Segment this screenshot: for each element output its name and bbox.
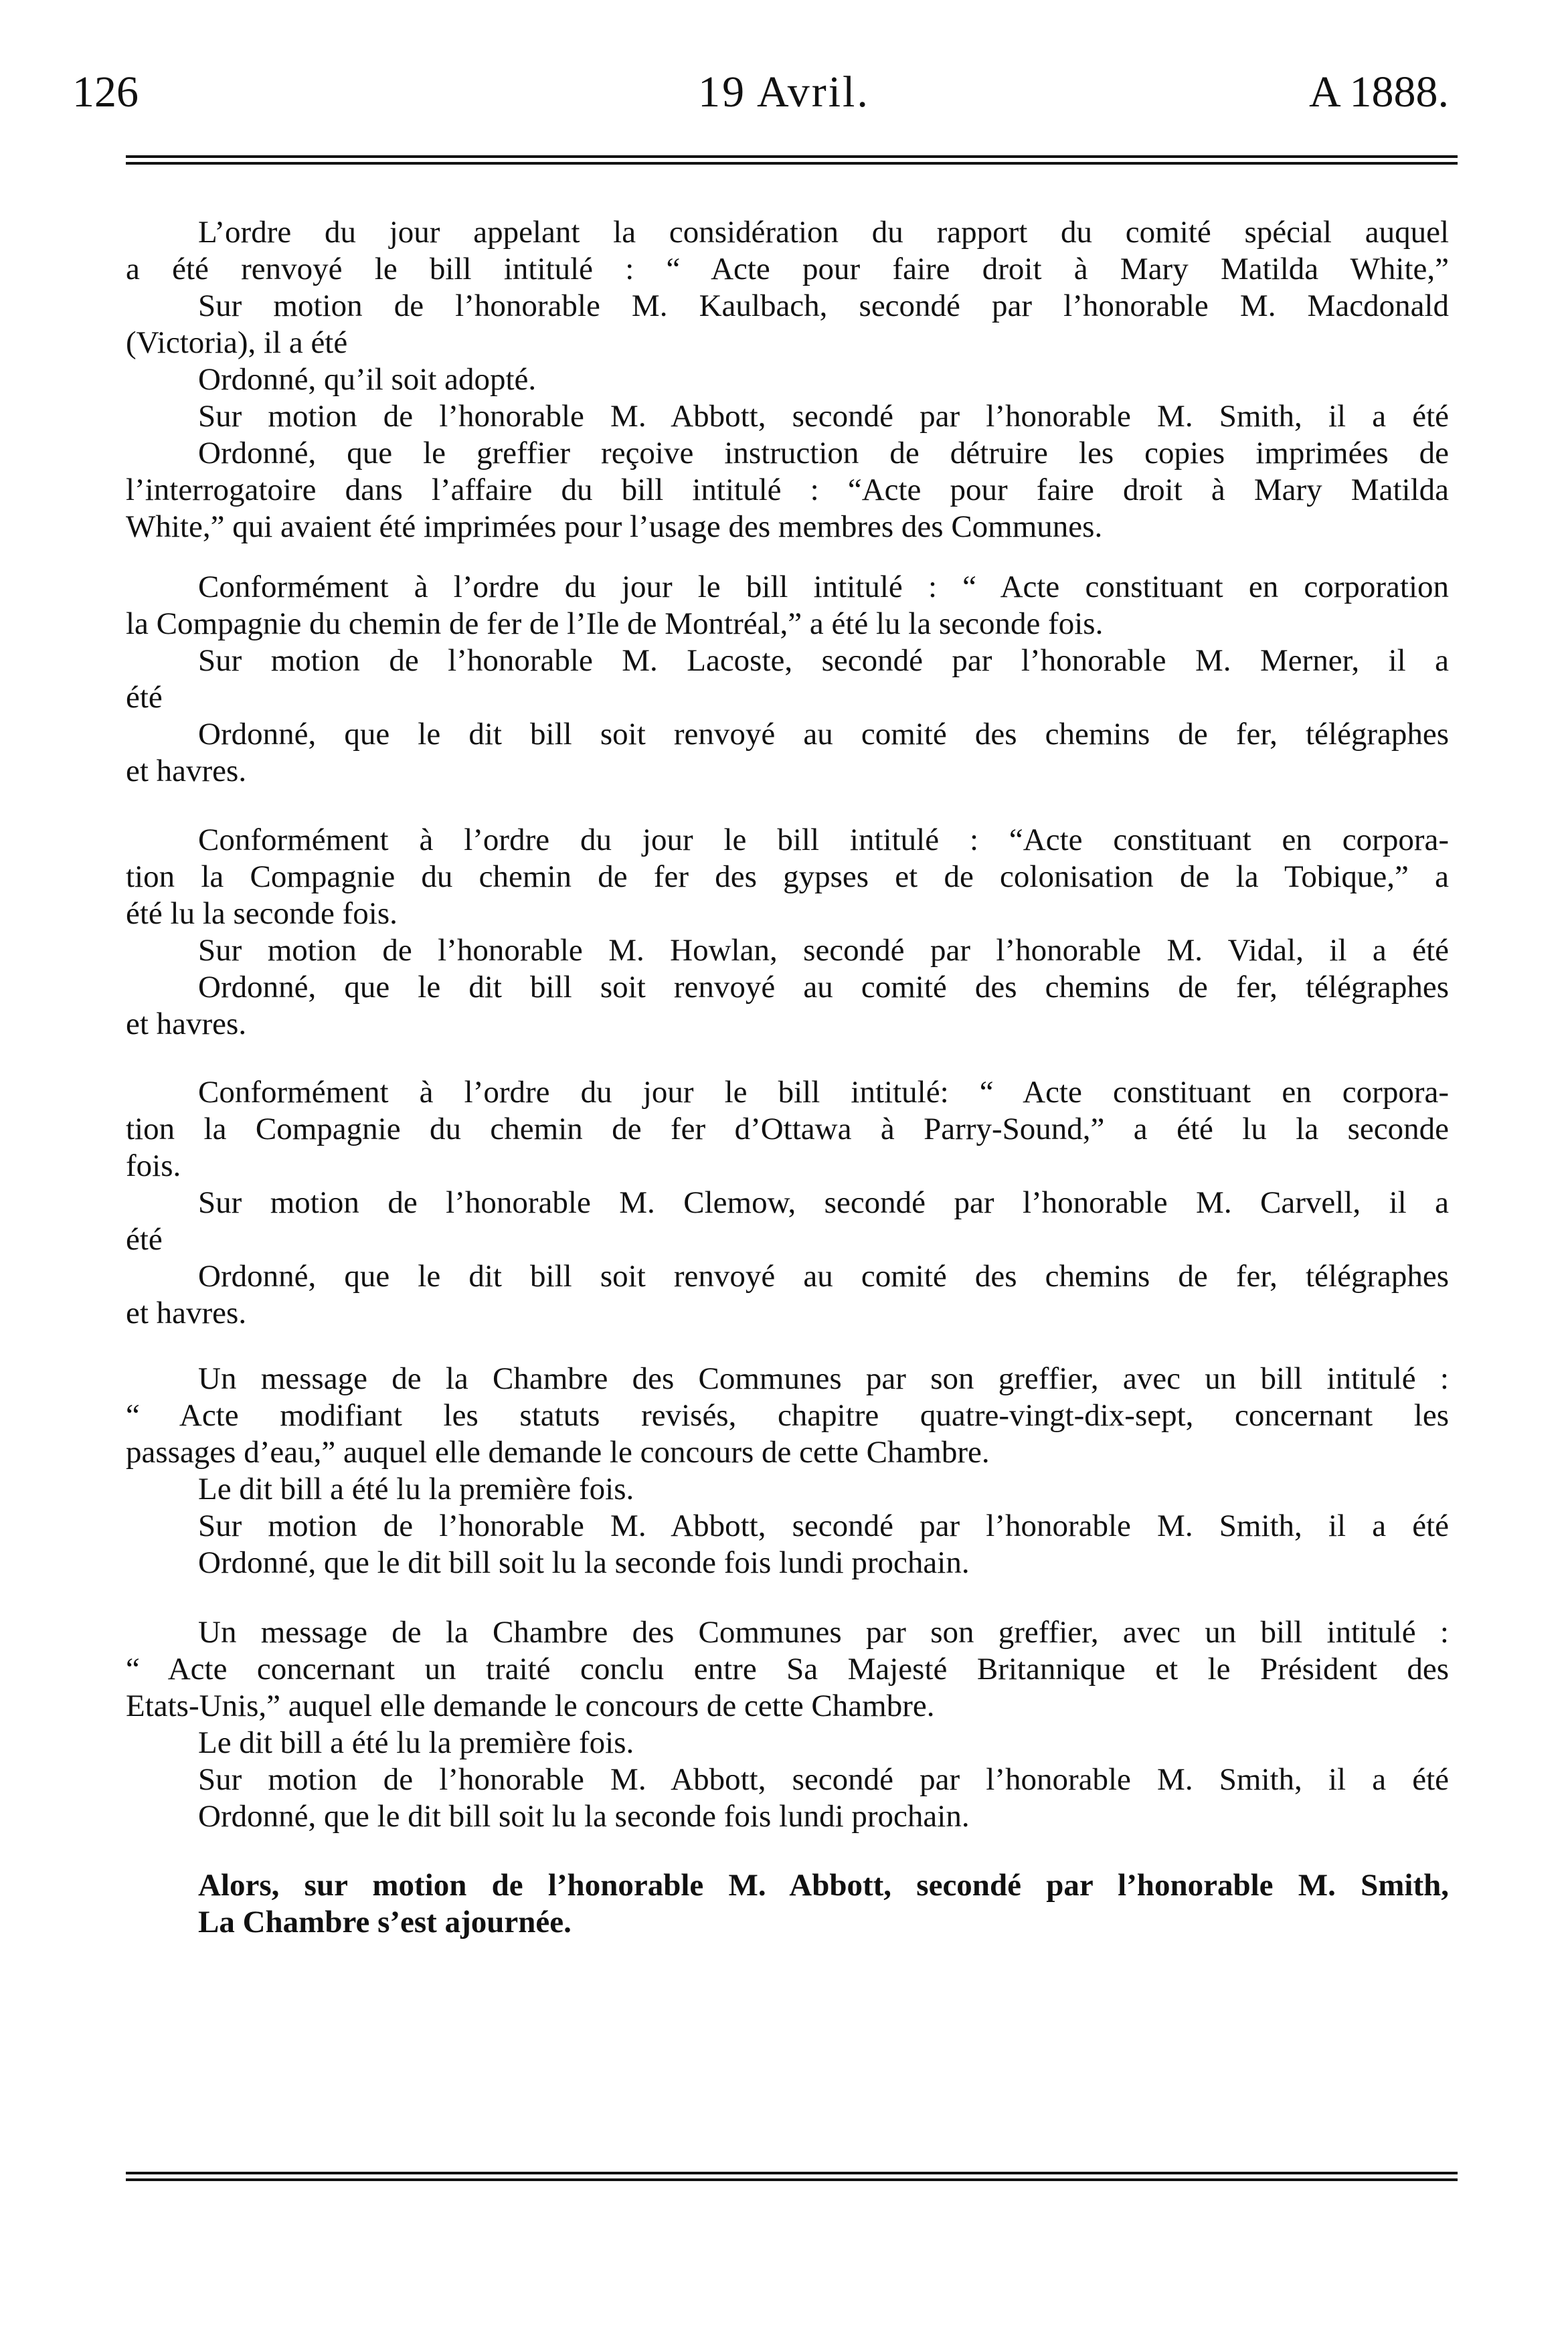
running-head-year: A 1888. <box>1308 68 1449 116</box>
text-line: “ Acte modifiant les statuts revisés, chapitre quatre-vingt-dix-sept, concernant les <box>126 1398 1449 1433</box>
text-line: tion la Compagnie du chemin de fer des gypses et de colonisation de la Tobique,” a <box>126 859 1449 894</box>
text-line: Etats-Unis,” auquel elle demande le concours de cette Chambre. <box>126 1689 935 1723</box>
text-line: Conformément à l’ordre du jour le bill intitulé: “ Acte constituant en corpora- <box>198 1075 1449 1110</box>
running-head-date: 19 Avril. <box>698 68 870 116</box>
paragraph-2 <box>126 569 1449 790</box>
text-line: été <box>126 680 163 715</box>
text-line: été lu la seconde fois. <box>126 896 398 931</box>
text-line: Alors, sur motion de l’honorable M. Abbott, secondé par l’honorable M. Smith, <box>198 1868 1449 1903</box>
text-line: Le dit bill a été lu la première fois. <box>198 1725 634 1760</box>
text-line: Sur motion de l’honorable M. Lacoste, secondé par l’honorable M. Merner, il a <box>198 643 1449 678</box>
text-line: Sur motion de l’honorable M. Clemow, secondé par l’honorable M. Carvell, il a <box>198 1185 1449 1220</box>
text-line: Ordonné, que le dit bill soit renvoyé au comité des chemins de fer, télégraphes <box>198 970 1449 1005</box>
text-line: Conformément à l’ordre du jour le bill intitulé : “Acte constituant en corpora- <box>198 823 1449 857</box>
paragraph-1 <box>126 214 1449 545</box>
text-line: Ordonné, que le dit bill soit renvoyé au comité des chemins de fer, télégraphes <box>198 1259 1449 1294</box>
text-line: l’interrogatoire dans l’affaire du bill intitulé : “Acte pour faire droit à Mary Matilda <box>126 472 1449 507</box>
text-line: Ordonné, que le dit bill soit lu la seconde fois lundi prochain. <box>198 1799 970 1834</box>
text-line: la Compagnie du chemin de fer de l’Ile de Montréal,” a été lu la seconde fois. <box>126 606 1104 641</box>
text-line: (Victoria), il a été <box>126 325 348 360</box>
text-line: Ordonné, qu’il soit adopté. <box>198 362 537 397</box>
text-line: et havres. <box>126 1296 247 1330</box>
text-line: Le dit bill a été lu la première fois. <box>198 1472 634 1506</box>
text-line: Ordonné, que le dit bill soit lu la seconde fois lundi prochain. <box>198 1545 970 1580</box>
text-line: Sur motion de l’honorable M. Abbott, secondé par l’honorable M. Smith, il a été <box>198 1509 1449 1543</box>
text-line: Conformément à l’ordre du jour le bill intitulé : “ Acte constituant en corporation <box>198 570 1449 604</box>
text-line: Un message de la Chambre des Communes par son greffier, avec un bill intitulé : <box>198 1361 1449 1396</box>
text-line: Ordonné, que le dit bill soit renvoyé au comité des chemins de fer, télégraphes <box>198 717 1449 752</box>
paragraph-adjournment <box>126 1867 1449 1941</box>
text-line: Un message de la Chambre des Communes par son greffier, avec un bill intitulé : <box>198 1615 1449 1650</box>
text-line: Sur motion de l’honorable M. Abbott, secondé par l’honorable M. Smith, il a été <box>198 399 1449 434</box>
text-line: “ Acte concernant un traité conclu entre Sa Majesté Britannique et le Président des <box>126 1652 1449 1687</box>
text-line: Sur motion de l’honorable M. Kaulbach, secondé par l’honorable M. Macdonald <box>198 288 1449 323</box>
text-line: fois. <box>126 1148 181 1183</box>
text-line: White,” qui avaient été imprimées pour l’usage des membres des Communes. <box>126 509 1103 544</box>
text-line: L’ordre du jour appelant la considération du rapport du comité spécial auquel <box>198 215 1449 250</box>
text-line: Sur motion de l’honorable M. Howlan, secondé par l’honorable M. Vidal, il a été <box>198 933 1449 968</box>
text-line: tion la Compagnie du chemin de fer d’Ottawa à Parry-Sound,” a été lu la seconde <box>126 1112 1449 1146</box>
bottom-double-rule <box>126 2172 1458 2181</box>
page-number: 126 <box>72 68 139 116</box>
text-line: et havres. <box>126 754 247 788</box>
text-line: Ordonné, que le greffier reçoive instruction de détruire les copies imprimées de <box>198 436 1449 470</box>
text-line: Sur motion de l’honorable M. Abbott, secondé par l’honorable M. Smith, il a été <box>198 1762 1449 1797</box>
text-line: passages d’eau,” auquel elle demande le concours de cette Chambre. <box>126 1435 990 1470</box>
paragraph-4 <box>126 1074 1449 1332</box>
text-line: été <box>126 1222 163 1257</box>
text-line: La Chambre s’est ajournée. <box>198 1905 572 1940</box>
paragraph-3 <box>126 822 1449 1043</box>
paragraph-6 <box>126 1614 1449 1835</box>
text-line: a été renvoyé le bill intitulé : “ Acte pour faire droit à Mary Matilda White,” <box>126 252 1449 286</box>
paragraph-5 <box>126 1361 1449 1581</box>
text-line: et havres. <box>126 1007 247 1041</box>
